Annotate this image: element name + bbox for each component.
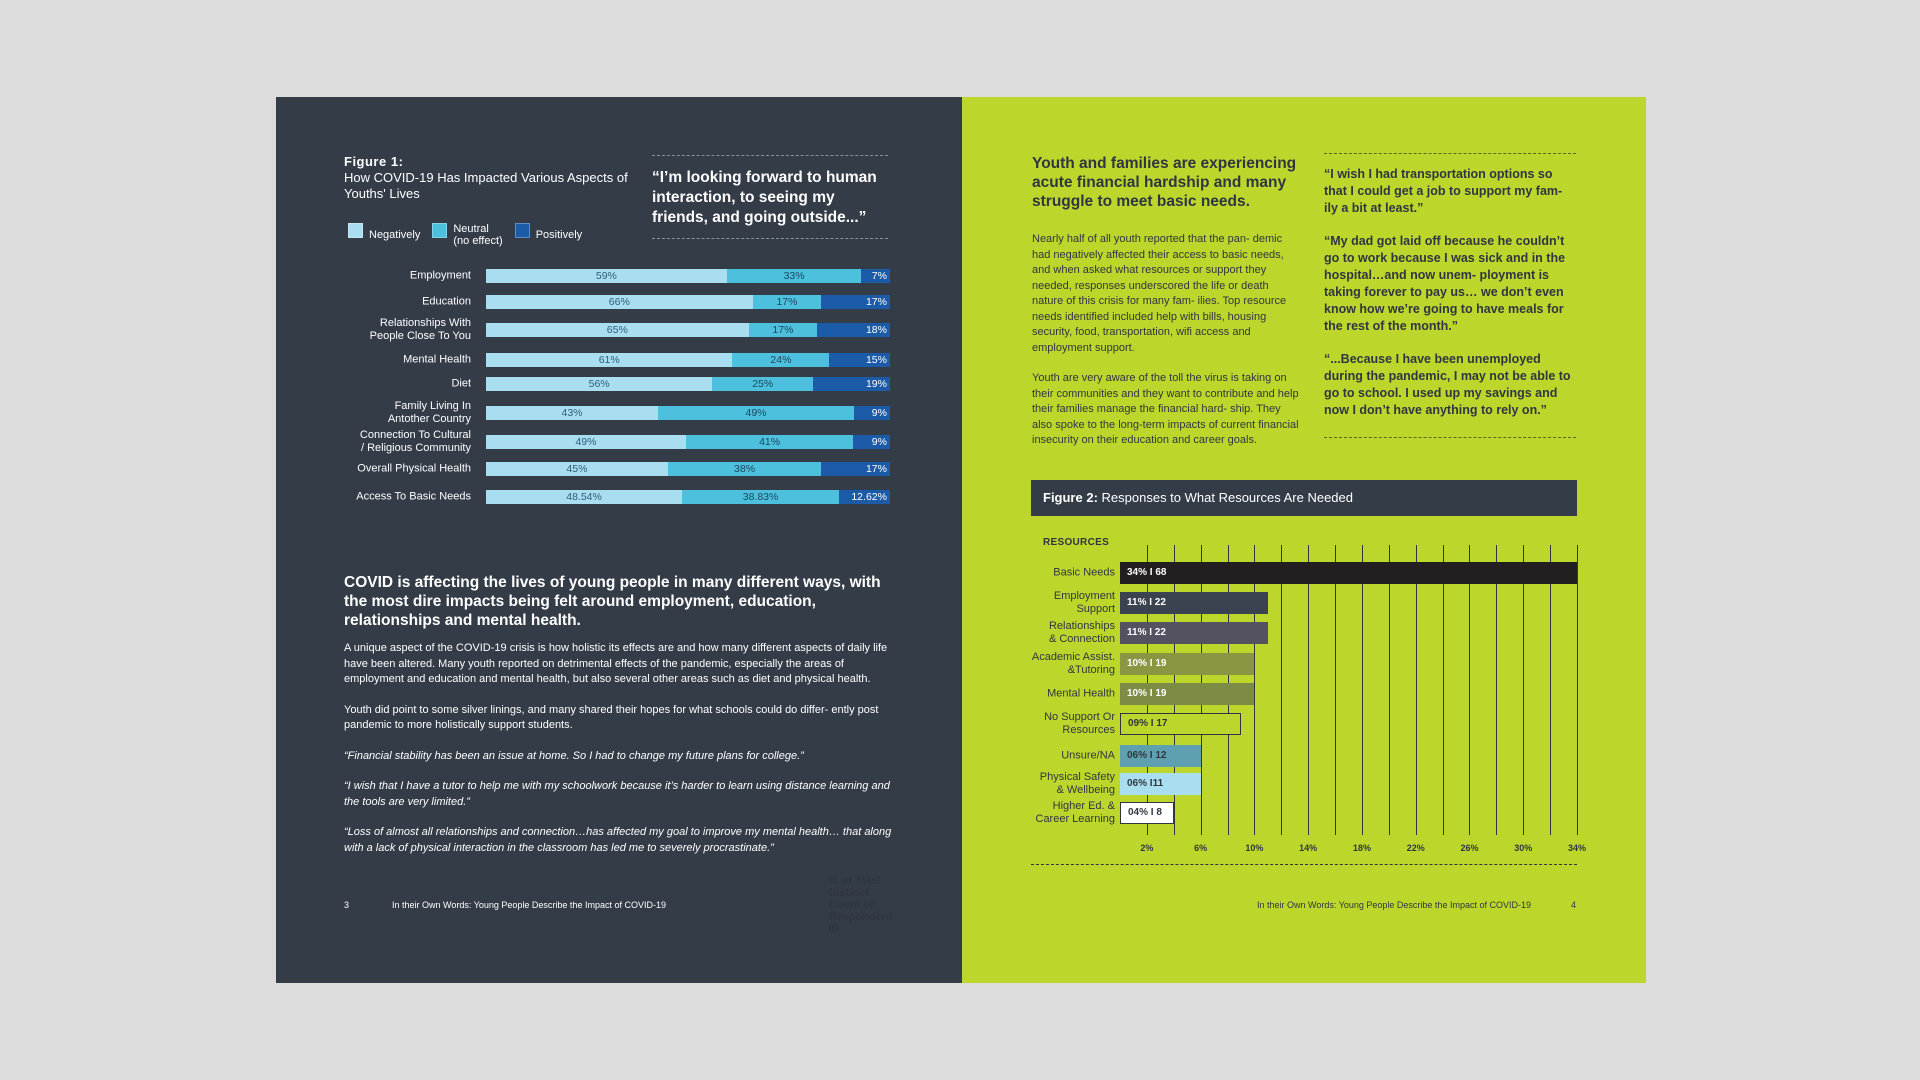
figure-1-bar-segment-neg: 49% [486,435,686,449]
figure-1-bar-segment-pos: 17% [821,462,890,476]
figure-2-x-tick: 22% [1406,843,1425,853]
figure-1-category-label: Diet [451,377,471,390]
right-body-text [1032,232,1302,464]
figure-1-row [276,370,962,398]
figure-2-x-tick: 14% [1299,843,1318,853]
figure-2-row [962,562,1646,584]
legend-negatively [348,223,420,241]
figure-1-bar-segment-neg: 66% [486,295,753,309]
left-footer [344,900,666,910]
figure-1-category-label: Access To Basic Needs [356,490,471,503]
figure-1-stacked-bar [486,295,890,309]
figure-1-row [276,262,962,290]
figure-2-x-tick: 26% [1460,843,1479,853]
figure-2-axis-header: RESOURCES [1043,537,1110,548]
figure-1-legend [348,223,594,251]
figure-1-bar-segment-pos: 9% [854,406,890,420]
figure-1-stacked-bar [486,377,890,391]
figure-2-bar: 34% I 68 [1120,562,1577,584]
figure-1-category-label: Overall Physical Health [357,462,471,475]
figure-1-stacked-bar [486,406,890,420]
left-paragraph: A unique aspect of the COVID-19 crisis is how holistic its effects are and how many different aspects of daily life have been altered. Many youth reported on detrimental effects of the pandemic, especially the areas of employment and education and mental health, but also several other areas such as diet and physical health. [344,642,888,685]
figure-1-bar-segment-pos: 15% [829,353,890,367]
figure-1-bar-segment-neg: 61% [486,353,732,367]
figure-2-row [962,802,1646,824]
figure-2-bar: 11% I 22 [1120,592,1268,614]
figure-2-x-tick: 2% [1140,843,1154,853]
figure-1-bar-segment-pos: 17% [821,295,890,309]
figure-2-category-label: Mental Health [1047,687,1115,700]
figure-1-bar-segment-neg: 65% [486,323,749,337]
figure-1-bar-segment-pos: 9% [853,435,890,449]
figure-1-bar-segment-neg: 48.54% [486,490,682,504]
figure-2-row [962,653,1646,675]
figure-1-bar-segment-neu: 49% [658,406,854,420]
legend-neutral [432,223,502,247]
figure-1-row [276,399,962,427]
figure-1-caption: How COVID-19 Has Impacted Various Aspects of Youths' Lives [344,170,628,201]
figure-1-bar-segment-neg: 59% [486,269,727,283]
left-quote: “Loss of almost all relationships and connection…has affected my goal to improve my mental health… that along with a lack of physical interaction in the classroom has led me to severely procrastinate.” [344,826,892,854]
right-footer-title: In their Own Words: Young People Describe the Impact of COVID-19 [1257,900,1531,910]
figure-2-x-axis-title: % of Total Distinct Count of Respondent ID [828,875,893,935]
figure-2-bar: 06% I11 [1120,773,1201,795]
right-page-number: 4 [1570,900,1576,910]
left-paragraph: Youth did point to some silver linings, and many shared their hopes for what schools could do differ- ently post pandemic to more holistically support students. [344,703,879,731]
figure-2-caption: Responses to What Resources Are Needed [1101,490,1353,505]
right-quotes [1324,153,1576,438]
left-page-number: 3 [344,900,350,910]
figure-2-x-tick: 34% [1567,843,1587,853]
figure-1-category-label: Relationships With People Close To You [369,317,471,342]
figure-1-bar-segment-neu: 38.83% [682,490,839,504]
legend-label-positively: Positively [535,229,583,241]
figure-1-row [276,428,962,456]
figure-2-bar: 11% I 22 [1120,622,1268,644]
figure-2-category-label: Physical Safety & Wellbeing [1039,771,1115,796]
figure-1-stacked-bar [486,353,890,367]
legend-swatch-neutral [432,223,447,238]
figure-2-x-tick: 10% [1245,843,1264,853]
figure-2-bar: 10% I 19 [1120,653,1254,675]
figure-2-row [962,592,1646,614]
legend-label-neutral-line1: Neutral [453,223,489,235]
figure-2-axis-line [1031,864,1577,865]
figure-2-x-tick: 6% [1194,843,1208,853]
figure-1-row [276,483,962,511]
figure-1-bar-segment-neu: 33% [727,269,862,283]
right-quote: “...Because I have been unemployed during the pandemic, I may not be able to go to school. I used up my savings and now I don’t have anything to rely on.” [1324,352,1571,417]
figure-2-row [962,683,1646,705]
legend-label-negatively: Negatively [369,229,421,241]
figure-2-category-label: Employment Support [1053,590,1115,615]
left-section-heading: COVID is affecting the lives of young people in many different ways, with the most dire impacts being felt around employment, education, relationships and mental health. [344,574,881,629]
right-paragraph: Youth are very aware of the toll the virus is taking on their communities and they want to contribute and help their families manage the financial hard- ship. They also spoke to the long-term impacts of current financial insecurity on their education and career goals. [1032,372,1299,446]
figure-2-category-label: Unsure/NA [1061,749,1115,762]
figure-2-x-tick: 18% [1352,843,1371,853]
figure-2-bar: 10% I 19 [1120,683,1254,705]
figure-1-label: Figure 1: [344,154,404,169]
figure-1-bar-segment-pos: 18% [817,323,890,337]
left-page [276,97,962,983]
figure-1-category-label: Family Living In Antother Country [387,400,471,425]
figure-1-bar-segment-neu: 41% [686,435,853,449]
legend-swatch-positively [515,223,530,238]
figure-1-bar-segment-neu: 17% [753,295,822,309]
figure-1-stacked-bar [486,323,890,337]
figure-2-category-label: Academic Assist. &Tutoring [1031,651,1115,676]
left-footer-title: In their Own Words: Young People Describe the Impact of COVID-19 [392,900,666,910]
figure-1-bar-segment-neu: 38% [668,462,822,476]
figure-1-category-label: Employment [409,269,471,282]
figure-2-title-bar [1031,480,1577,516]
figure-2-x-tick: 30% [1514,843,1533,853]
figure-1-bar-segment-neg: 45% [486,462,668,476]
right-quote: “My dad got laid off because he couldn’t go to work because I was sick and in the hospital…and now unem- ployment is taking forever to pay us… we don’t even know how we’re going to have meals for the rest of the month.” [1324,234,1566,333]
figure-1-stacked-bar [486,490,890,504]
legend-label-neutral-line2: (no effect) [453,235,503,247]
legend-swatch-negatively [348,223,363,238]
figure-1-row [276,316,962,344]
figure-1-bar-segment-neu: 24% [732,353,829,367]
legend-label-neutral [453,223,502,247]
figure-2-row [962,622,1646,644]
figure-1-row [276,288,962,316]
figure-1-category-label: Connection To Cultural / Religious Community [359,429,471,454]
figure-1-bar-segment-pos: 7% [861,269,890,283]
right-paragraph: Nearly half of all youth reported that the pan- demic had negatively affected their access to basic needs, and when asked what resources or support they needed, responses underscored the life or death nature of this crisis for many fam- ilies. Top resource needs identified included help with bills, housing security, food, transportation, wifi access and employment support. [1032,233,1287,354]
figure-1-stacked-bar [486,462,890,476]
right-footer [1257,900,1576,910]
figure-2-row [962,713,1646,735]
figure-1-bar-segment-neu: 17% [749,323,818,337]
figure-1-stacked-bar [486,269,890,283]
right-quote: “I wish I had transportation options so that I could get a job to support my fam- ily a bit at least.” [1324,167,1563,215]
figure-1-stacked-bar [486,435,890,449]
figure-2-category-label: Basic Needs [1053,566,1115,579]
figure-1-title [344,154,644,202]
figure-1-bar-segment-neg: 43% [486,406,658,420]
figure-2-category-label: Higher Ed. & Career Learning [1035,800,1115,825]
figure-1-bar-segment-neg: 56% [486,377,712,391]
right-section-heading: Youth and families are experiencing acute financial hardship and many struggle to meet basic needs. [1032,155,1297,210]
left-quote: “Financial stability has been an issue at home. So I had to change my future plans for college.” [344,749,804,762]
pull-quote: “I’m looking forward to human interaction, to seeing my friends, and going outside...” [652,155,888,239]
figure-2-bar: 09% I 17 [1120,713,1241,735]
figure-1-bar-segment-neu: 25% [712,377,813,391]
left-quote: “I wish that I have a tutor to help me with my schoolwork because it’s harder to learn using distance learning and the tools are very limited.” [344,780,890,808]
figure-2-bar: 06% I 12 [1120,745,1201,767]
figure-2-category-label: No Support Or Resources [1044,711,1115,736]
figure-1-category-label: Education [422,295,471,308]
figure-2-bar: 04% I 8 [1120,802,1174,824]
figure-1-category-label: Mental Health [403,353,471,366]
figure-2-label: Figure 2: [1043,490,1098,505]
figure-2-row [962,745,1646,767]
document-spread [276,97,1646,983]
legend-positively [515,223,582,241]
left-body-text [344,641,896,871]
figure-1-bar-segment-pos: 19% [813,377,890,391]
figure-1-row [276,455,962,483]
figure-2-row [962,773,1646,795]
figure-1-bar-segment-pos: 12.62% [839,490,890,504]
figure-2-category-label: Relationships & Connection [1048,620,1115,645]
